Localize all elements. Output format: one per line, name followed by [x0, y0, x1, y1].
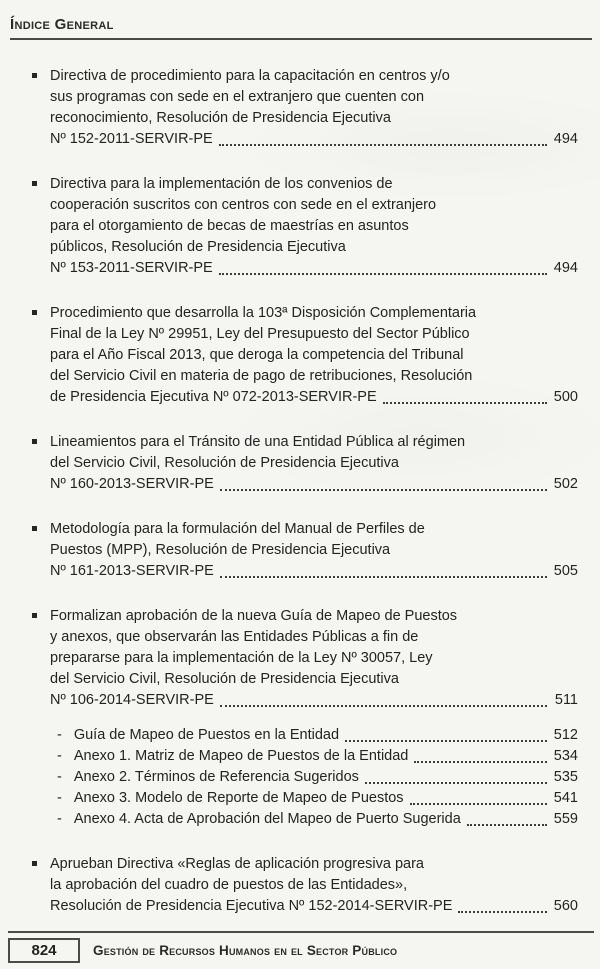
entry-line: Resolución de Presidencia Ejecutiva Nº 152-2014-SERVIR-PE [50, 898, 453, 914]
leader-row [50, 690, 578, 711]
dot-leader [220, 705, 547, 707]
dash-bullet: - [57, 727, 62, 743]
entry-page-number: 511 [554, 692, 578, 708]
dot-leader [219, 273, 547, 275]
square-bullet-icon [32, 861, 37, 866]
entry-line: Procedimiento que desarrolla la 103ª Disposición Complementaria [50, 305, 477, 321]
square-bullet-icon [32, 181, 37, 186]
dash-bullet: - [57, 748, 62, 764]
footer-rule [8, 931, 594, 933]
sub-entry-title: Anexo 3. Modelo de Reporte de Mapeo de Puestos [73, 790, 404, 806]
entry-page-number: 534 [553, 748, 578, 764]
entry-page-number: 502 [553, 476, 578, 492]
footer-row [0, 938, 600, 963]
page-number: 824 [8, 938, 80, 963]
entry-line: Nº 152-2011-SERVIR-PE [50, 131, 213, 147]
toc-entry [32, 303, 578, 408]
entry-line: de Presidencia Ejecutiva Nº 072-2013-SERVIR-PE [50, 389, 377, 405]
page-header [0, 0, 600, 40]
leader-row [50, 258, 578, 279]
leader-row [50, 561, 578, 582]
entry-page-number: 535 [553, 769, 578, 785]
entry-line: Nº 106-2014-SERVIR-PE [50, 692, 214, 708]
dash-bullet: - [57, 811, 62, 827]
toc-entry [32, 432, 578, 495]
dot-leader [467, 824, 547, 826]
square-bullet-icon [32, 73, 37, 78]
sub-entry-title: Anexo 4. Acta de Aprobación del Mapeo de Puerto Sugerida [73, 811, 461, 827]
dot-leader [345, 740, 547, 742]
toc-sub-entry [57, 767, 578, 788]
entry-line: Lineamientos para el Tránsito de una Entidad Pública al régimen [50, 434, 466, 450]
entry-line: Nº 161-2013-SERVIR-PE [50, 563, 214, 579]
entry-line: Aprueban Directiva «Reglas de aplicación progresiva para [50, 856, 424, 872]
entry-line: para el Año Fiscal 2013, que deroga la competencia del Tribunal [50, 347, 464, 363]
entry-body [50, 432, 578, 495]
toc-sub-entry [57, 725, 578, 746]
leader-row [50, 896, 578, 917]
entry-line: sus programas con sede en el extranjero que cuenten con [50, 89, 425, 105]
dot-leader [383, 402, 547, 404]
square-bullet-icon [32, 310, 37, 315]
entry-line: del Servicio Civil, Resolución de Presidencia Ejecutiva [50, 455, 399, 471]
toc-sub-list [57, 725, 578, 830]
entry-body [50, 174, 578, 279]
entry-line: Nº 153-2011-SERVIR-PE [50, 260, 213, 276]
toc-sub-entry [57, 809, 578, 830]
leader-row [50, 474, 578, 495]
entry-line: Directiva de procedimiento para la capacitación en centros y/o [50, 68, 450, 84]
entry-line: la aprobación del cuadro de puestos de las Entidades», [50, 877, 408, 893]
entry-page-number: 494 [553, 131, 578, 147]
table-of-contents [0, 40, 600, 917]
entry-line: Puestos (MPP), Resolución de Presidencia Ejecutiva [50, 542, 391, 558]
dot-leader [220, 489, 547, 491]
entry-line: Nº 160-2013-SERVIR-PE [50, 476, 214, 492]
page-footer [0, 931, 600, 963]
entry-body [50, 519, 578, 582]
dot-leader [220, 576, 547, 578]
leader-row [50, 129, 578, 150]
sub-entry-title: Guía de Mapeo de Puestos en la Entidad [73, 727, 340, 743]
entry-page-number: 500 [553, 389, 578, 405]
entry-page-number: 505 [553, 563, 578, 579]
book-title: Gestión de Recursos Humanos en el Sector Público [93, 943, 398, 958]
dot-leader [219, 144, 547, 146]
entry-line: del Servicio Civil en materia de pago de retribuciones, Resolución [50, 368, 473, 384]
entry-line: Directiva para la implementación de los convenios de [50, 176, 393, 192]
entry-page-number: 494 [553, 260, 578, 276]
dot-leader [365, 782, 547, 784]
dash-bullet: - [57, 790, 62, 806]
dot-leader [458, 911, 547, 913]
dot-leader [410, 803, 547, 805]
entry-line: del Servicio Civil, Resolución de Presidencia Ejecutiva [50, 671, 399, 687]
entry-line: y anexos, que observarán las Entidades Públicas a fin de [50, 629, 419, 645]
sub-entry-title: Anexo 1. Matriz de Mapeo de Puestos de la Entidad [73, 748, 409, 764]
entry-page-number: 512 [553, 727, 578, 743]
entry-body [50, 854, 578, 917]
dash-bullet: - [57, 769, 62, 785]
square-bullet-icon [32, 613, 37, 618]
toc-entry [32, 174, 578, 279]
entry-line: para el otorgamiento de becas de maestrías en asuntos [50, 218, 409, 234]
entry-body [50, 66, 578, 150]
entry-line: Formalizan aprobación de la nueva Guía de Mapeo de Puestos [50, 608, 458, 624]
entry-line: públicos, Resolución de Presidencia Ejecutiva [50, 239, 346, 255]
entry-body [50, 303, 578, 408]
entry-body [50, 606, 578, 830]
toc-entry [32, 66, 578, 150]
entry-line: cooperación suscritos con centros con sede en el extranjero [50, 197, 437, 213]
entry-page-number: 559 [553, 811, 578, 827]
toc-sub-entry [57, 746, 578, 767]
square-bullet-icon [32, 439, 37, 444]
entry-page-number: 560 [553, 898, 578, 914]
toc-entry [32, 519, 578, 582]
toc-sub-entry [57, 788, 578, 809]
entry-line: Final de la Ley Nº 29951, Ley del Presupuesto del Sector Público [50, 326, 470, 342]
dot-leader [414, 761, 547, 763]
page-title: Índice General [10, 16, 114, 33]
entry-line: reconocimiento, Resolución de Presidencia Ejecutiva [50, 110, 391, 126]
entry-line: Metodología para la formulación del Manual de Perfiles de [50, 521, 425, 537]
toc-entry [32, 854, 578, 917]
entry-page-number: 541 [553, 790, 578, 806]
leader-row [50, 387, 578, 408]
entry-line: prepararse para la implementación de la Ley Nº 30057, Ley [50, 650, 433, 666]
sub-entry-title: Anexo 2. Términos de Referencia Sugeridos [73, 769, 359, 785]
square-bullet-icon [32, 526, 37, 531]
toc-entry [32, 606, 578, 830]
